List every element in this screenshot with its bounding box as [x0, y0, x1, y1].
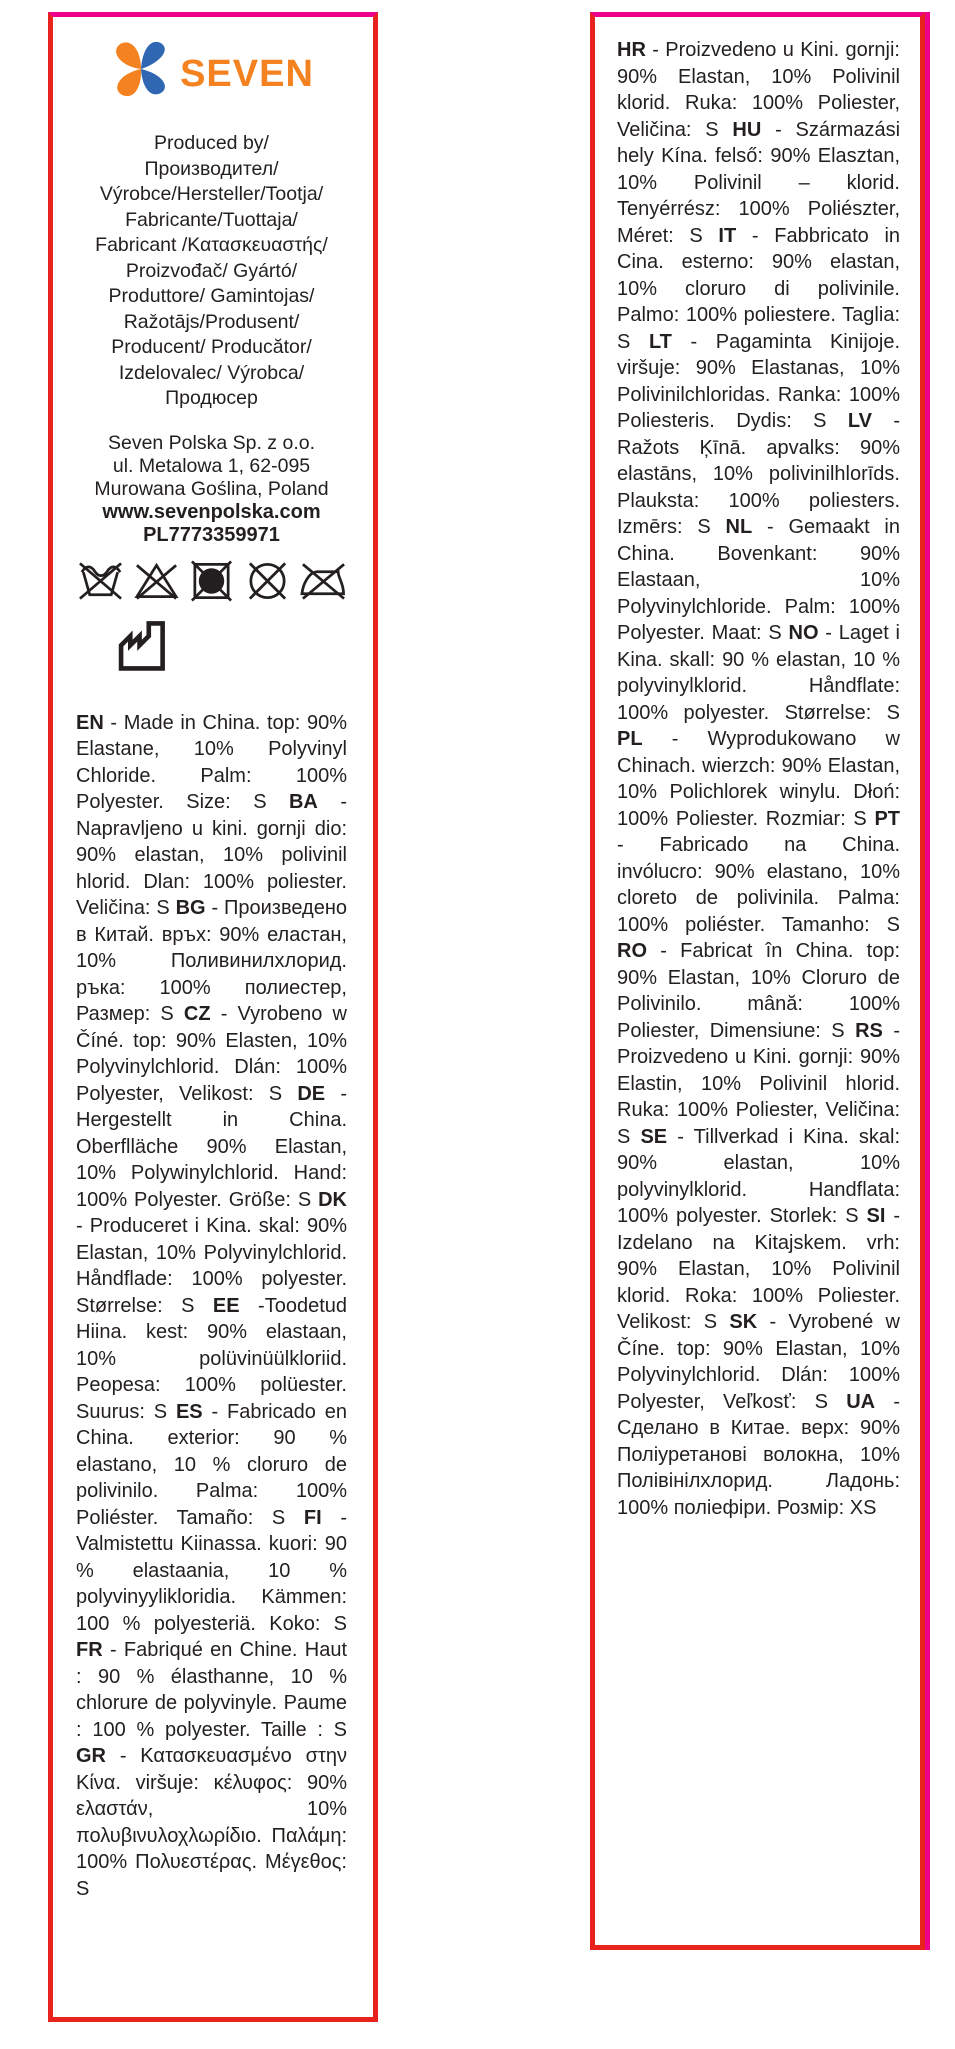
- website-url: www.sevenpolska.com: [102, 500, 321, 523]
- text-line: Seven Polska Sp. z o.o.: [107, 431, 316, 454]
- do-not-tumble-dry-icon: [188, 559, 235, 603]
- language-code: PL: [617, 728, 643, 750]
- language-code: FI: [303, 1506, 322, 1529]
- language-code: IT: [718, 224, 737, 247]
- language-code: ES: [175, 1400, 203, 1423]
- brand-logo: [76, 35, 347, 103]
- language-code: EN: [76, 711, 104, 734]
- right-label-panel: [590, 12, 925, 1950]
- composition-text-right: HR - Proizvedeno u Kini. gornji: 90% Elastan, 10% Polivinil klorid. Ruka: 100% Poliester, Veličina: S HU - Származási hely Kína. felső: 90% Elasztan, 10% Polivinil – klorid. Tenyérrész: 100% Poliészter, Méret: S IT - Fabbricato in Cina. esterno: 90% elastan, 10% cloruro di polivinile. Palmo: 100% poliestere. Taglia: S LT - Pagaminta Kinijoje. viršuje: 90% Elastanas, 10% Polivinilchloridas. Ranka: 100% Poliesteris. Dydis: S LV - Ražots Ķīnā. apvalks: 90% elastāns, 10% polivinilhlorīds. Plauksta: 100% poliesters. Izmērs: S NL - Gemaakt in China. Bovenkant: 90% Elastaan, 10% Polyvinylchloride. Palm: 100% Polyester. Maat: S NO - Laget i Kina. skall: 90 % elastan, 10 % polyvinylklorid. Håndflate: 100% polyester. Størrelse: S PL - Wyprodukowano w Chinach. wierzch: 90% Elastan, 10% Polichlorek winylu. Dłoń: 100% Poliester. Rozmiar: S PT - Fabricado na China. invólucro: 90% elastano, 10% cloreto de polivinila. Palma: 100% poliéster. Tamanho: S RO - Fabricat în China. top: 90% Elastan, 10% Cloruro de Polivinilo. mână: 100% Poliester, Dimensiune: S RS - Proizvedeno u Kini. gornji: 90% Elastin, 10% Polivinil hlorid. Ruka: 100% Poliester, Veličina: S SE - Tillverkad i Kina. skal: 90% elastan, 10% polyvinylklorid. Handflata: 100% polyester. Storlek: S SI - Izdelano na Kitajskem. vrh: 90% Elastan, 10% Polivinil klorid. Roka: 100% Poliester. Velikost: S SK - Vyrobené w Číne. top: 90% Elastan, 10% Polyvinylchlorid. Dlán: 100% Polyester, Veľkosť: S UA - Сделано в Китае. верх: 90% Поліуретанові волокна, 10% Полівінілхлорид. Ладонь: 100% поліефіри. Розмір: XS: [617, 39, 901, 1519]
- language-code: LV: [847, 410, 872, 432]
- language-code: BG: [175, 897, 206, 919]
- language-code: CZ: [183, 1003, 211, 1025]
- text-line: Fabricante/Tuottaja/: [125, 208, 298, 231]
- butterfly-logo-icon: [109, 38, 173, 100]
- language-code: EE: [212, 1294, 240, 1317]
- text-line: Ražotājs/Produsent/: [123, 310, 300, 333]
- language-code: DK: [318, 1188, 347, 1211]
- do-not-iron-icon: [299, 559, 346, 603]
- language-code: NL: [725, 516, 753, 538]
- care-symbols-row: [76, 559, 347, 603]
- text-line: Produced by/: [154, 132, 269, 154]
- language-code: GR: [76, 1745, 106, 1767]
- manufacturer-address: [76, 432, 347, 547]
- language-code: RO: [617, 940, 647, 962]
- language-code: FR: [76, 1639, 103, 1661]
- text-line: Izdelovalec/ Výrobca/: [118, 361, 305, 384]
- language-code: BA: [288, 791, 318, 813]
- text-line: Производител/: [144, 157, 279, 180]
- producer-heading: [76, 131, 347, 412]
- do-not-bleach-icon: [133, 559, 180, 603]
- language-code: LT: [648, 330, 672, 353]
- text-line: Proizvođač/ Gyártó/: [125, 259, 298, 282]
- language-code: NO: [788, 622, 819, 644]
- text-line: Продюсер: [165, 387, 258, 409]
- manufacturer-symbol-row: [112, 613, 347, 678]
- address-lines: [76, 432, 347, 501]
- left-label-panel: [48, 12, 378, 2022]
- text-line: Výrobce/Hersteller/Tootja/: [99, 183, 324, 205]
- language-code: PT: [874, 807, 900, 830]
- manufacturer-factory-icon: [112, 613, 174, 673]
- text-line: Producent/ Producător/: [111, 336, 312, 358]
- do-not-wash-icon: [77, 559, 124, 603]
- language-code: SI: [866, 1205, 886, 1227]
- language-code: HU: [732, 118, 762, 141]
- language-code: SK: [729, 1311, 758, 1333]
- composition-text-left: EN - Made in China. top: 90% Elastane, 10% Polyvinyl Chloride. Palm: 100% Polyester. Size: S BA - Napravljeno u kini. gornji dio: 90% elastan, 10% polivinil hlorid. Dlan: 100% poliester. Veličina: S BG - Произведено в Китай. връх: 90% еластан, 10% Поливинилхлорид. ръка: 100% полиестер, Размер: S CZ - Vyrobeno w Číné. top: 90% Elasten, 10% Polyvinylchlorid. Dlán: 100% Polyester, Velikost: S DE - Hergestellt in China. Oberflläche 90% Elastan, 10% Polywinylchlorid. Hand: 100% Polyester. Größe: S DK - Produceret i Kina. skal: 90% Elastan, 10% Polyvinylchlorid. Håndflade: 100% polyester. Størrelse: S EE -Toodetud Hiina. kest: 90% elastaan, 10% polüvinüülkloriid. Peopesa: 100% polüester. Suurus: S ES - Fabricado en China. exterior: 90 % elastano, 10 % cloruro de polivinilo. Palma: 100% Poliéster. Tamaño: S FI - Valmistettu Kiinassa. kuori: 90 % elastaania, 10 % polyvinyylikloridia. Kämmen: 100 % polyesteriä. Koko: S FR - Fabriqué en Chine. Haut : 90 % élasthanne, 10 % chlorure de polyvinyle. Paume : 100 % polyester. Taille : S GR - Κατασκευασμένο στην Κίνα. viršuje: κέλυφος: 90% ελαστάν, 10% πολυβινυλοχλωρίδιο. Παλάμη: 100% Πολυεστέρας. Μέγεθος: S: [76, 711, 348, 1900]
- text-line: Fabricant /Κατασκευαστής/: [95, 234, 328, 256]
- language-code: DE: [297, 1082, 326, 1105]
- language-code: RS: [855, 1019, 883, 1042]
- do-not-dry-clean-icon: [244, 559, 291, 603]
- language-code: SE: [640, 1125, 668, 1148]
- text-line: Produttore/ Gamintojas/: [108, 285, 315, 307]
- vat-number: PL7773359971: [143, 523, 280, 546]
- brand-wordmark: SEVEN: [180, 53, 314, 95]
- language-code: HR: [617, 39, 646, 61]
- language-code: UA: [846, 1390, 876, 1413]
- text-line: Murowana Goślina, Poland: [94, 477, 329, 500]
- text-line: ul. Metalowa 1, 62-095: [112, 454, 311, 477]
